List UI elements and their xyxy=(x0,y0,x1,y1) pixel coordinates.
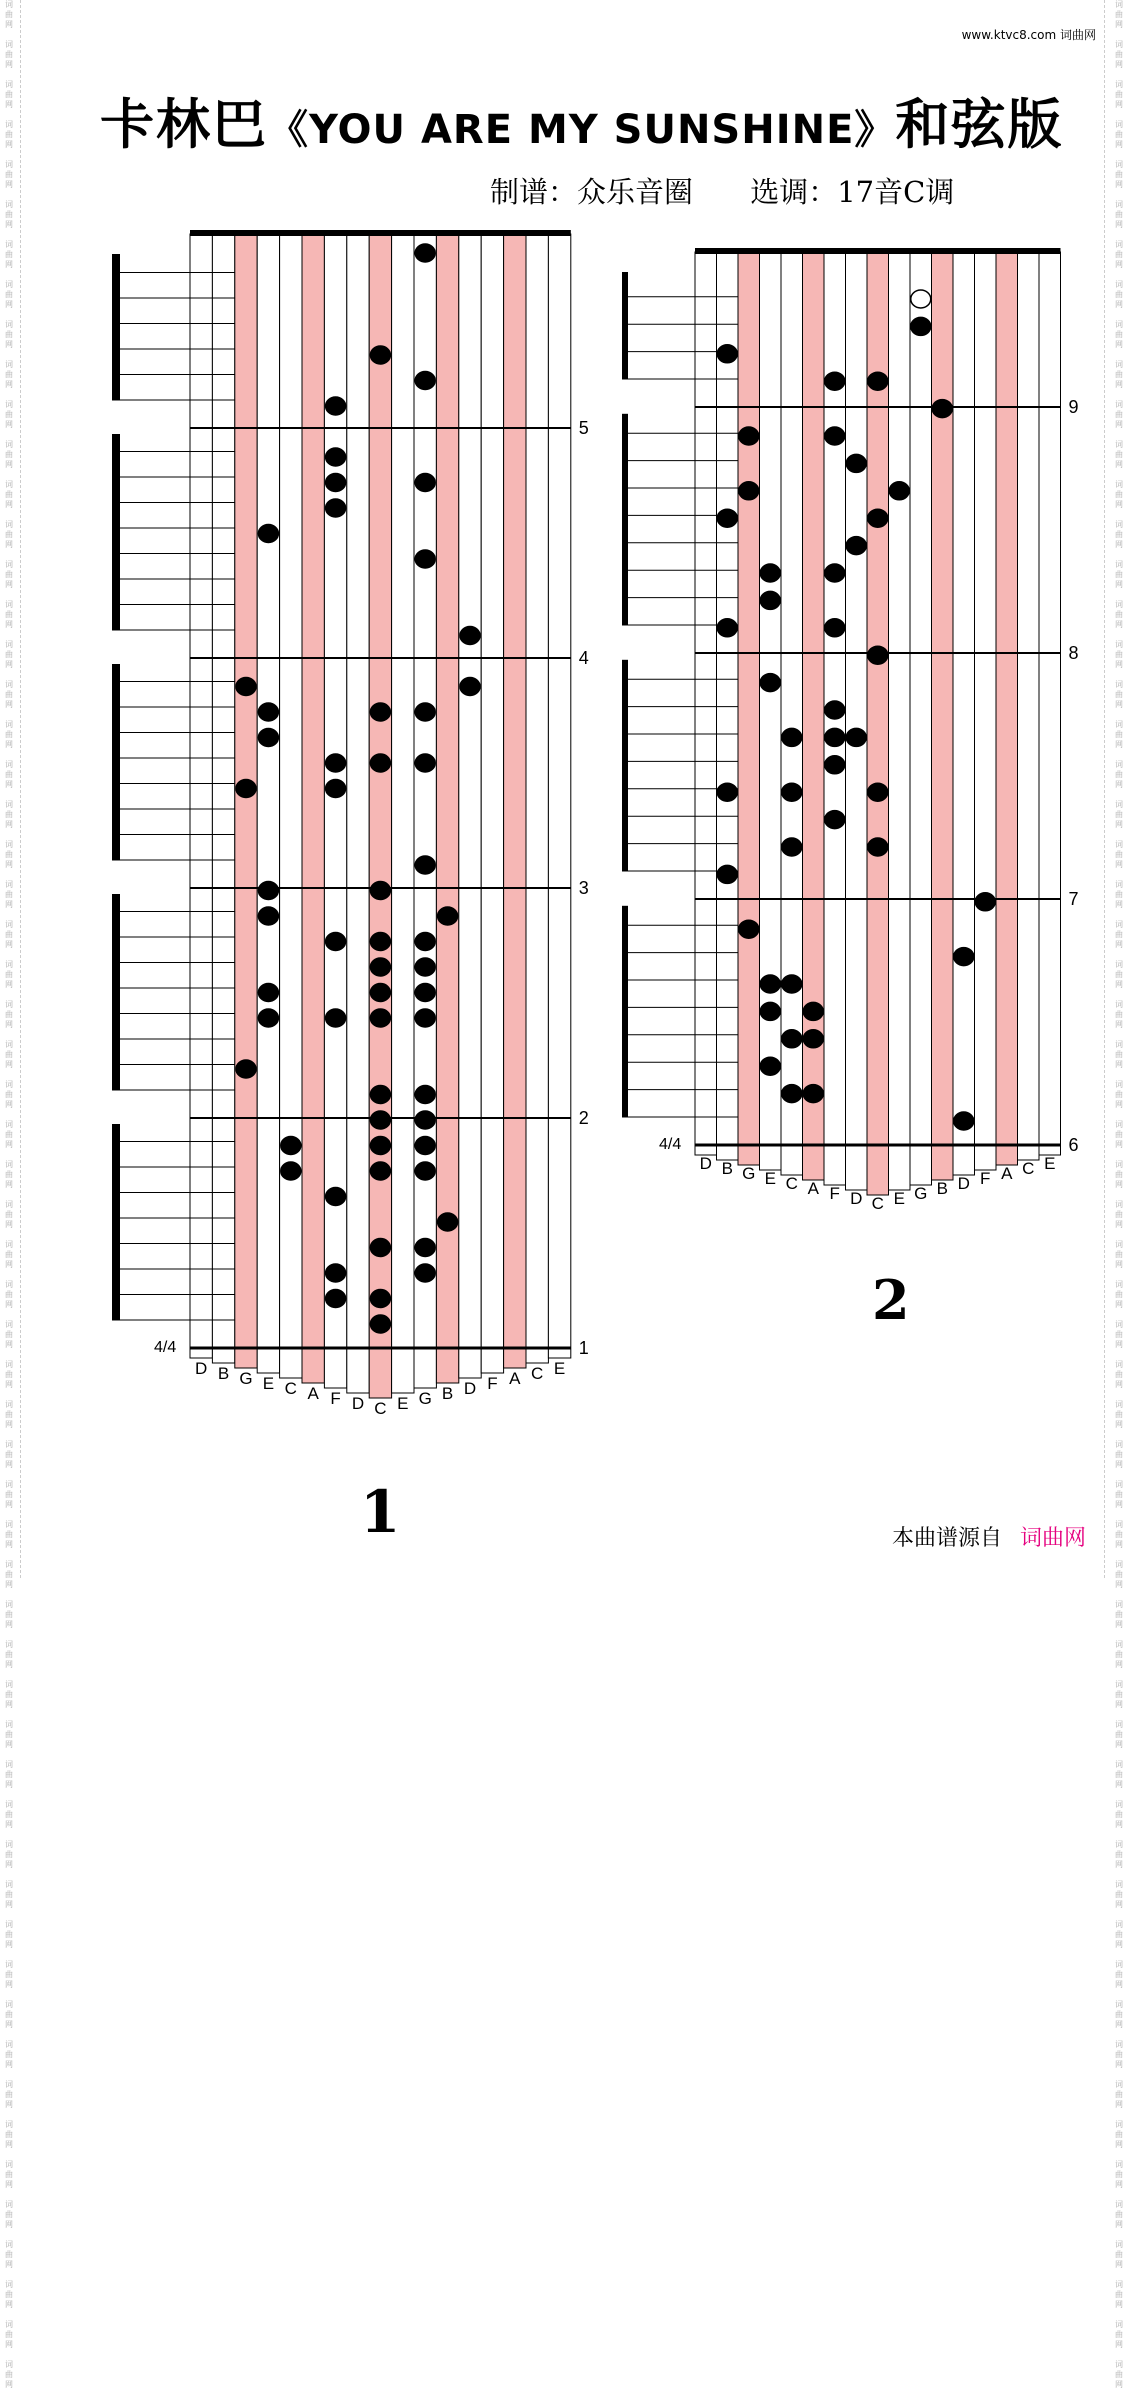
time-signature: 4/4 xyxy=(659,1136,682,1153)
note xyxy=(258,703,278,721)
note xyxy=(258,907,278,925)
note xyxy=(717,619,737,637)
note xyxy=(415,474,435,492)
note xyxy=(760,564,780,582)
note xyxy=(760,1002,780,1020)
note xyxy=(717,345,737,363)
measure-number: 2 xyxy=(578,1108,589,1128)
key-label: B xyxy=(936,1179,948,1198)
note xyxy=(782,783,802,801)
note xyxy=(954,948,974,966)
note xyxy=(370,1111,390,1129)
note xyxy=(281,1162,301,1180)
key-label: D xyxy=(351,1394,365,1413)
tine-column xyxy=(867,252,889,1195)
tine-column xyxy=(436,234,458,1383)
key-label: C xyxy=(374,1399,387,1418)
footer-source xyxy=(892,1521,1086,1552)
key-label: F xyxy=(330,1389,341,1408)
key-label: G xyxy=(239,1369,253,1388)
key-label: E xyxy=(893,1189,905,1208)
tine-column xyxy=(212,234,234,1363)
note xyxy=(415,958,435,976)
note xyxy=(258,1009,278,1027)
note xyxy=(326,780,346,798)
key-label: A xyxy=(307,1384,319,1403)
note xyxy=(326,754,346,772)
note xyxy=(415,933,435,951)
beat-bar xyxy=(622,272,628,379)
note xyxy=(825,427,845,445)
note xyxy=(370,1290,390,1308)
measure-number: 3 xyxy=(578,878,589,898)
measure-number: 7 xyxy=(1068,889,1079,909)
note xyxy=(760,975,780,993)
note xyxy=(803,1085,823,1103)
tine-column xyxy=(889,252,911,1190)
beat-bar xyxy=(112,894,120,1090)
key-label: A xyxy=(509,1369,521,1388)
key-label: A xyxy=(807,1179,819,1198)
note xyxy=(846,537,866,555)
note xyxy=(975,893,995,911)
note xyxy=(415,1162,435,1180)
key-label: C xyxy=(871,1194,884,1213)
tine-column xyxy=(932,252,954,1180)
note xyxy=(326,1264,346,1282)
note xyxy=(825,564,845,582)
tine-column xyxy=(910,252,932,1185)
note xyxy=(415,856,435,874)
note xyxy=(889,482,909,500)
footer-site-link[interactable]: 词曲网 xyxy=(1019,1526,1086,1551)
note xyxy=(415,1137,435,1155)
note xyxy=(370,1239,390,1257)
note xyxy=(326,474,346,492)
measure-number: 6 xyxy=(1068,1135,1079,1155)
tine-column xyxy=(459,234,481,1378)
tine-column xyxy=(347,234,369,1393)
measure-number: 9 xyxy=(1068,397,1079,417)
tine-column xyxy=(975,252,997,1170)
note xyxy=(326,397,346,415)
footer-source-text: 本曲谱源自 xyxy=(891,1526,1002,1551)
beat-bar xyxy=(112,254,120,400)
beat-bar xyxy=(622,906,628,1117)
note xyxy=(868,783,888,801)
key-label: D xyxy=(463,1379,477,1398)
note xyxy=(438,1213,458,1231)
key-label: B xyxy=(721,1159,733,1178)
title-song: 《YOU ARE MY SUNSHINE》 xyxy=(268,107,896,153)
note xyxy=(258,984,278,1002)
note xyxy=(846,728,866,746)
note xyxy=(803,1030,823,1048)
note xyxy=(415,984,435,1002)
note xyxy=(370,984,390,1002)
tine-column xyxy=(1039,252,1061,1155)
note xyxy=(236,1060,256,1078)
measure-number: 5 xyxy=(578,418,589,438)
key-label: C xyxy=(1022,1159,1035,1178)
beat-bar xyxy=(112,664,120,860)
note xyxy=(370,1137,390,1155)
note xyxy=(370,1315,390,1333)
measure-number: 8 xyxy=(1068,643,1079,663)
note xyxy=(415,1264,435,1282)
tine-column xyxy=(548,234,570,1358)
part-label-1: 1 xyxy=(360,1478,401,1546)
key-label: F xyxy=(487,1374,498,1393)
note xyxy=(415,550,435,568)
note xyxy=(258,882,278,900)
key-label: G xyxy=(914,1184,928,1203)
note xyxy=(460,678,480,696)
beat-bar xyxy=(622,660,628,871)
note xyxy=(782,975,802,993)
key-label: D xyxy=(195,1359,208,1378)
note xyxy=(370,346,390,364)
note xyxy=(825,811,845,829)
tine-column xyxy=(695,252,717,1155)
key-label: C xyxy=(531,1364,544,1383)
note xyxy=(868,838,888,856)
note xyxy=(370,754,390,772)
note xyxy=(782,1030,802,1048)
key-label: F xyxy=(829,1184,840,1203)
tine-column xyxy=(526,234,548,1363)
tine-column xyxy=(414,234,436,1388)
tine-column xyxy=(190,234,212,1358)
key-label: F xyxy=(980,1169,991,1188)
note xyxy=(825,619,845,637)
tine-column xyxy=(760,252,782,1170)
note xyxy=(370,958,390,976)
note xyxy=(370,1086,390,1104)
note xyxy=(460,627,480,645)
note xyxy=(717,509,737,527)
measure-number: 1 xyxy=(578,1338,589,1358)
key-label: B xyxy=(217,1364,230,1383)
tine-column xyxy=(302,234,324,1383)
note xyxy=(415,244,435,262)
note xyxy=(258,525,278,543)
note xyxy=(281,1137,301,1155)
key-label: G xyxy=(742,1164,756,1183)
time-signature: 4/4 xyxy=(154,1339,177,1356)
note xyxy=(739,427,759,445)
note xyxy=(825,701,845,719)
note xyxy=(326,933,346,951)
tine-column xyxy=(280,234,302,1378)
note xyxy=(370,1009,390,1027)
key-credit: 选调：17音C调 xyxy=(750,175,955,209)
note xyxy=(868,372,888,390)
note xyxy=(415,372,435,390)
note xyxy=(236,780,256,798)
note xyxy=(415,1239,435,1257)
note xyxy=(370,703,390,721)
tine-column xyxy=(392,234,414,1393)
tine-column xyxy=(235,234,257,1368)
tine-bridge xyxy=(695,248,1061,254)
note xyxy=(739,920,759,938)
note xyxy=(326,1290,346,1308)
note xyxy=(868,509,888,527)
note xyxy=(438,907,458,925)
left-watermark-strip: 词 曲 网 词 曲 网 词 曲 网 词 曲 网 词 曲 网 词 曲 网 词 曲 网 词 曲 网 词 曲 网 词 曲 网 词 曲 网 词 曲 网 词 曲 网 词 曲 网 词 曲 网 词 曲 网 词 曲 网 词 曲 网 词 曲 网 词 曲 网 词 曲 网 词 曲 网 词 曲 网 词 曲 网 词 曲 网 词 曲 网 词 曲 网 词 曲 网 词 曲 网 词 曲 网 词 曲 网 词 曲 网 词 曲 网 词 曲 网 词 曲 网 词 曲 网 词 曲 网 词 曲 网 词 曲 网 词 曲 网 词 曲 网 词 曲 网 词 曲 网 词 曲 网 词 曲 网 词 曲 网 词 曲 网 词 曲 网 词 曲 网 词 曲 网 词 曲 网 词 曲 网 词 曲 网 词 曲 网 词 曲 网 词 曲 网 词 曲 网 词 曲 网 词 曲 网 词 曲 网 xyxy=(5,0,13,2389)
part-label-2: 2 xyxy=(872,1268,910,1332)
note xyxy=(760,674,780,692)
note xyxy=(911,290,931,308)
note xyxy=(258,729,278,747)
note xyxy=(868,646,888,664)
note xyxy=(739,482,759,500)
note xyxy=(326,499,346,517)
note xyxy=(717,783,737,801)
key-label: D xyxy=(957,1174,970,1193)
note xyxy=(370,1162,390,1180)
note xyxy=(782,1085,802,1103)
measure-number: 4 xyxy=(578,648,589,668)
note xyxy=(370,933,390,951)
note xyxy=(415,1086,435,1104)
note xyxy=(760,1057,780,1075)
note xyxy=(326,1009,346,1027)
note xyxy=(415,1111,435,1129)
note xyxy=(846,454,866,472)
note xyxy=(932,400,952,418)
note xyxy=(326,1188,346,1206)
note xyxy=(803,1002,823,1020)
note xyxy=(415,703,435,721)
tine-column xyxy=(738,252,760,1165)
tine-column xyxy=(369,234,391,1398)
right-watermark-strip: 词 曲 网 词 曲 网 词 曲 网 词 曲 网 词 曲 网 词 曲 网 词 曲 网 词 曲 网 词 曲 网 词 曲 网 词 曲 网 词 曲 网 词 曲 网 词 曲 网 词 曲 网 词 曲 网 词 曲 网 词 曲 网 词 曲 网 词 曲 网 词 曲 网 词 曲 网 词 曲 网 词 曲 网 词 曲 网 词 曲 网 词 曲 网 词 曲 网 词 曲 网 词 曲 网 词 曲 网 词 曲 网 词 曲 网 词 曲 网 词 曲 网 词 曲 网 词 曲 网 词 曲 网 词 曲 网 词 曲 网 词 曲 网 词 曲 网 词 曲 网 词 曲 网 词 曲 网 词 曲 网 词 曲 网 词 曲 网 词 曲 网 词 曲 网 词 曲 网 词 曲 网 词 曲 网 词 曲 网 词 曲 网 词 曲 网 词 曲 网 词 曲 网 词 曲 网 词 曲 网 xyxy=(1115,0,1123,2389)
note xyxy=(415,754,435,772)
title-suffix: 和弦版 xyxy=(895,93,1064,156)
note xyxy=(782,728,802,746)
note xyxy=(326,448,346,466)
note xyxy=(782,838,802,856)
note xyxy=(370,882,390,900)
note xyxy=(825,372,845,390)
tine-column xyxy=(953,252,975,1175)
note xyxy=(717,865,737,883)
key-label: C xyxy=(785,1174,798,1193)
tine-column xyxy=(717,252,739,1160)
tine-column xyxy=(481,234,503,1373)
key-label: A xyxy=(1001,1164,1013,1183)
tine-column xyxy=(996,252,1018,1165)
tine-column xyxy=(846,252,868,1190)
key-label: E xyxy=(553,1359,566,1378)
key-label: G xyxy=(418,1389,432,1408)
tine-bridge xyxy=(190,230,571,236)
tine-column xyxy=(504,234,526,1368)
arranger-credit: 制谱：众乐音圈 xyxy=(490,175,694,209)
beat-bar xyxy=(112,434,120,630)
key-label: B xyxy=(441,1384,454,1403)
key-label: E xyxy=(262,1374,275,1393)
key-label: D xyxy=(850,1189,863,1208)
note xyxy=(415,1009,435,1027)
key-label: E xyxy=(1044,1154,1056,1173)
note xyxy=(825,728,845,746)
key-label: C xyxy=(284,1379,297,1398)
note xyxy=(954,1112,974,1130)
beat-bar xyxy=(622,414,628,625)
key-label: D xyxy=(699,1154,712,1173)
note xyxy=(825,756,845,774)
note xyxy=(236,678,256,696)
note xyxy=(911,317,931,335)
tine-column xyxy=(257,234,279,1373)
note xyxy=(760,591,780,609)
tine-column xyxy=(1018,252,1040,1160)
title-prefix: 卡林巴 xyxy=(100,93,268,156)
key-label: E xyxy=(764,1169,776,1188)
beat-bar xyxy=(112,1124,120,1320)
key-label: E xyxy=(397,1394,409,1413)
site-url[interactable]: www.ktvc8.com 词曲网 xyxy=(961,28,1096,42)
